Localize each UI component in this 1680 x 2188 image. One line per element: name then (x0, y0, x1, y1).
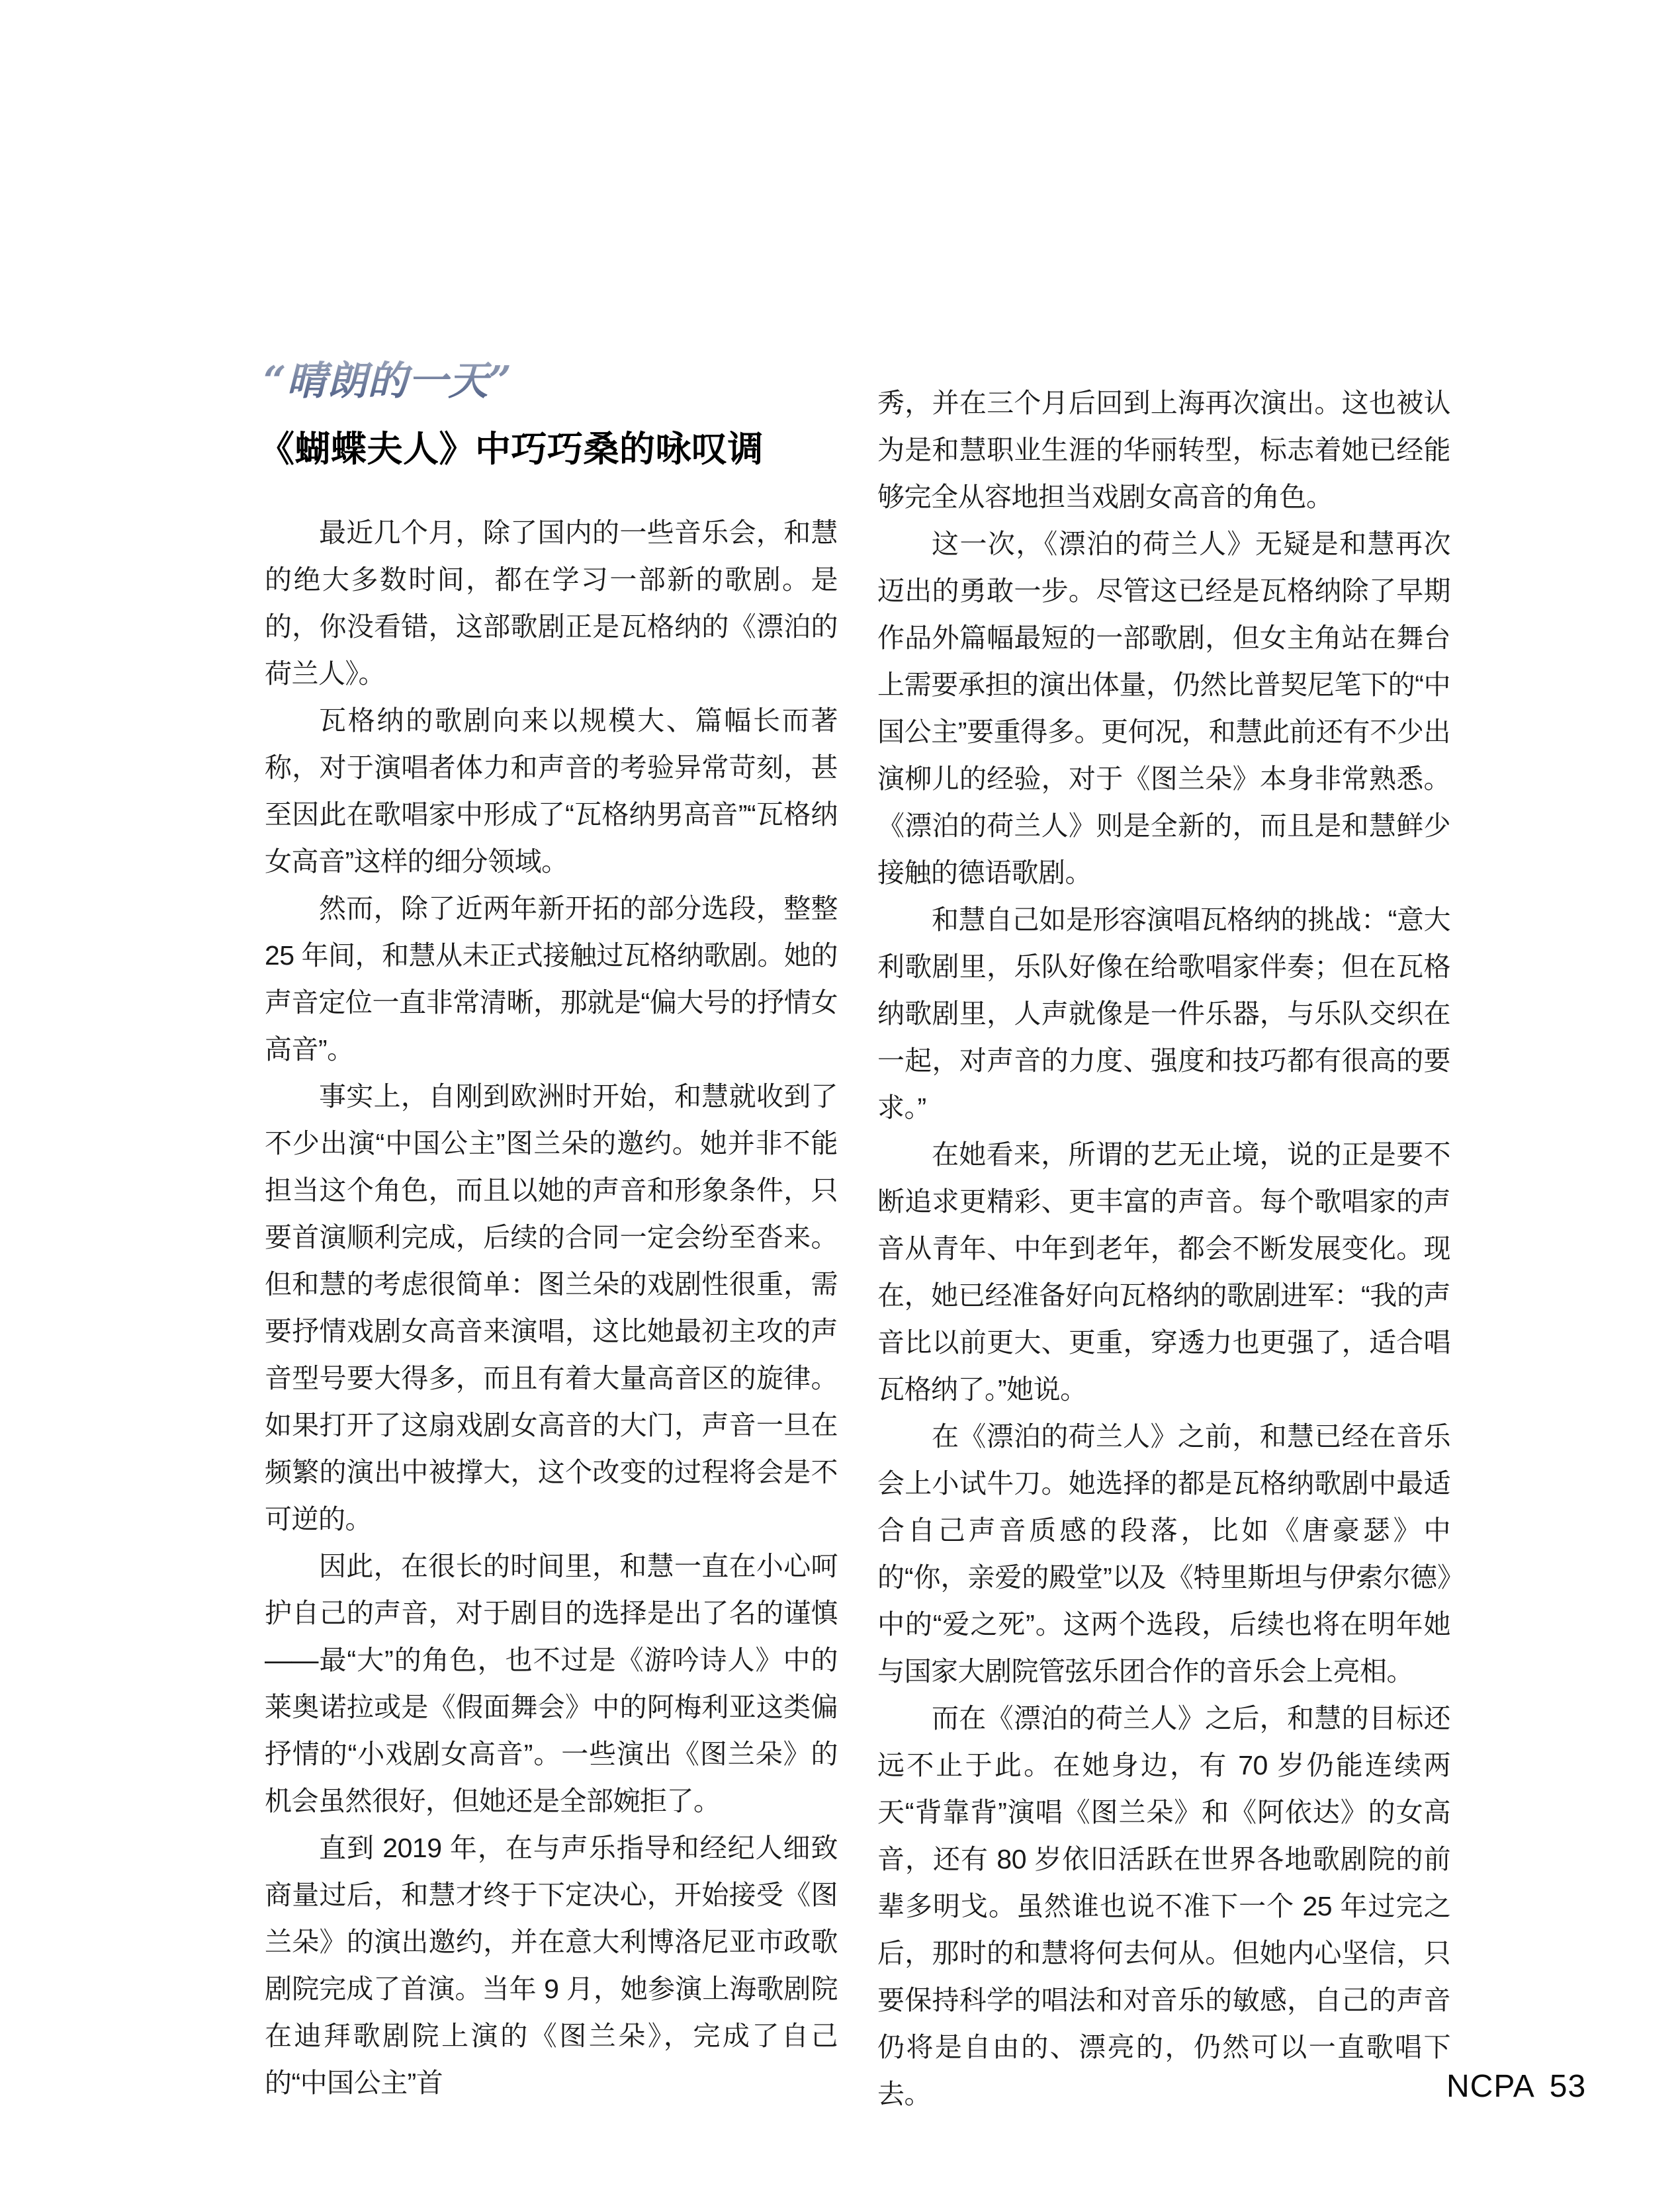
column-left (265, 509, 838, 2107)
paragraph: 瓦格纳的歌剧向来以规模大、篇幅长而著称，对于演唱者体力和声音的考验异常苛刻，甚至因此在歌唱家中形成了“瓦格纳男高音”“瓦格纳女高音”这样的细分领域。 (265, 705, 838, 877)
paragraph: 而在《漂泊的荷兰人》之后，和慧的目标还远不止于此。在她身边，有 70 岁仍能连续两天“背靠背”演唱《图兰朵》和《阿依达》的女高音，还有 80 岁依旧活跃在世界各地歌剧院的前辈多明戈。虽然谁也说不准下一个 25 年过完之后，那时的和慧将何去何从。但她内心坚信，只要保持科学的唱法和对音乐的敏感，自己的声音仍将是自由的、漂亮的，仍然可以一直歌唱下去。 (877, 1703, 1450, 2109)
paragraph: 因此，在很长的时间里，和慧一直在小心呵护自己的声音，对于剧目的选择是出了名的谨慎——最“大”的角色，也不过是《游吟诗人》中的莱奥诺拉或是《假面舞会》中的阿梅利亚这类偏抒情的“小戏剧女高音”。一些演出《图兰朵》的机会虽然很好，但她还是全部婉拒了。 (265, 1551, 838, 1816)
paragraph: 秀，并在三个月后回到上海再次演出。这也被认为是和慧职业生涯的华丽转型，标志着她已经能够完全从容地担当戏剧女高音的角色。 (877, 388, 1450, 512)
paragraph: 事实上，自刚到欧洲时开始，和慧就收到了不少出演“中国公主”图兰朵的邀约。她并非不能担当这个角色，而且以她的声音和形象条件，只要首演顺利完成，后续的合同一定会纷至沓来。但和慧的考虑很简单：图兰朵的戏剧性很重，需要抒情戏剧女高音来演唱，这比她最初主攻的声音型号要大得多，而且有着大量高音区的旋律。如果打开了这扇戏剧女高音的大门，声音一旦在频繁的演出中被撑大，这个改变的过程将会是不可逆的。 (265, 1081, 838, 1534)
paragraph: 和慧自己如是形容演唱瓦格纳的挑战：“意大利歌剧里，乐队好像在给歌唱家伴奏；但在瓦格纳歌剧里，人声就像是一件乐器，与乐队交织在一起，对声音的力度、强度和技巧都有很高的要求。” (877, 904, 1450, 1123)
paragraph: 直到 2019 年，在与声乐指导和经纪人细致商量过后，和慧才终于下定决心，开始接受《图兰朵》的演出邀约，并在意大利博洛尼亚市政歌剧院完成了首演。当年 9 月，她参演上海歌剧院在迪拜歌剧院上演的《图兰朵》，完成了自己的“中国公主”首 (265, 1833, 838, 2098)
page-footer (1446, 2068, 1586, 2105)
footer-page-number: 53 (1549, 2069, 1587, 2104)
paragraph: 这一次，《漂泊的荷兰人》无疑是和慧再次迈出的勇敢一步。尽管这已经是瓦格纳除了早期作品外篇幅最短的一部歌剧，但女主角站在舞台上需要承担的演出体量，仍然比普契尼笔下的“中国公主”要重得多。更何况，和慧此前还有不少出演柳儿的经验，对于《图兰朵》本身非常熟悉。《漂泊的荷兰人》则是全新的，而且是和慧鲜少接触的德语歌剧。 (877, 529, 1450, 888)
paragraph: 在她看来，所谓的艺无止境，说的正是要不断追求更精彩、更丰富的声音。每个歌唱家的声音从青年、中年到老年，都会不断发展变化。现在，她已经准备好向瓦格纳的歌剧进军：“我的声音比以前更大、更重，穿透力也更强了，适合唱瓦格纳了。”她说。 (877, 1139, 1450, 1405)
footer-brand: NCPA (1446, 2069, 1535, 2104)
paragraph: 最近几个月，除了国内的一些音乐会，和慧的绝大多数时间，都在学习一部新的歌剧。是的，你没看错，这部歌剧正是瓦格纳的《漂泊的荷兰人》。 (265, 517, 838, 689)
article-subtitle: 《蝴蝶夫人》中巧巧桑的咏叹调 (259, 429, 764, 469)
paragraph: 然而，除了近两年新开拓的部分选段，整整 25 年间，和慧从未正式接触过瓦格纳歌剧。她的声音定位一直非常清晰，那就是“偏大号的抒情女高音”。 (265, 893, 838, 1065)
section-title-calligraphy: “晴朗的一天” (263, 358, 513, 404)
paragraph: 在《漂泊的荷兰人》之前，和慧已经在音乐会上小试牛刀。她选择的都是瓦格纳歌剧中最适合自己声音质感的段落，比如《唐豪瑟》中的“你，亲爱的殿堂”以及《特里斯坦与伊索尔德》中的“爱之死”。这两个选段，后续也将在明年她与国家大剧院管弦乐团合作的音乐会上亮相。 (877, 1421, 1450, 1686)
column-right (877, 380, 1450, 2118)
